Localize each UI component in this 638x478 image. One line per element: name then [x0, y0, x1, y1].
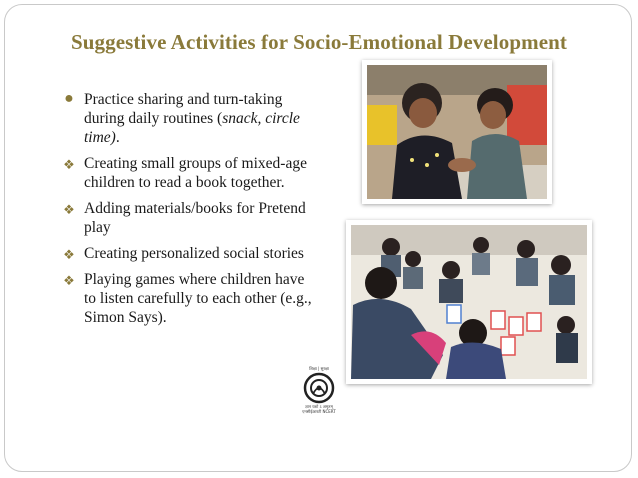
bullet-text: Adding materials/books for Pretend play	[84, 200, 306, 236]
children-sharing-photo	[362, 60, 552, 204]
bullet-text: Playing games where children have to listen carefully to each other (e.g., Simon Says).	[84, 271, 312, 326]
list-item	[62, 270, 312, 327]
bullet-dot-icon: ●	[64, 90, 74, 107]
activity-list	[62, 90, 312, 334]
list-item	[62, 154, 312, 192]
ncert-logo	[300, 366, 338, 416]
logo-bottom-text: ज्ञान यशो ऽ अमृतम् एनसीईआरटी NCERT	[302, 404, 336, 414]
list-item	[62, 90, 312, 147]
diamond-bullet-icon: ❖	[63, 273, 75, 288]
diamond-bullet-icon: ❖	[63, 157, 75, 172]
group-activity-photo	[346, 220, 592, 384]
slide-title: Suggestive Activities for Socio-Emotional Development	[70, 30, 568, 54]
ncert-emblem-icon	[303, 372, 335, 404]
diamond-bullet-icon: ❖	[63, 202, 75, 217]
bullet-text: Practice sharing and turn-taking during daily routines (snack, circle time).	[84, 91, 300, 146]
logo-top-text: शिक्षा | सुरक्षा	[309, 366, 329, 371]
list-item	[62, 244, 312, 263]
bullet-text: Creating small groups of mixed-age children to read a book together.	[84, 155, 307, 191]
list-item	[62, 199, 312, 237]
bullet-text: Creating personalized social stories	[84, 245, 304, 262]
diamond-bullet-icon: ❖	[63, 247, 75, 262]
